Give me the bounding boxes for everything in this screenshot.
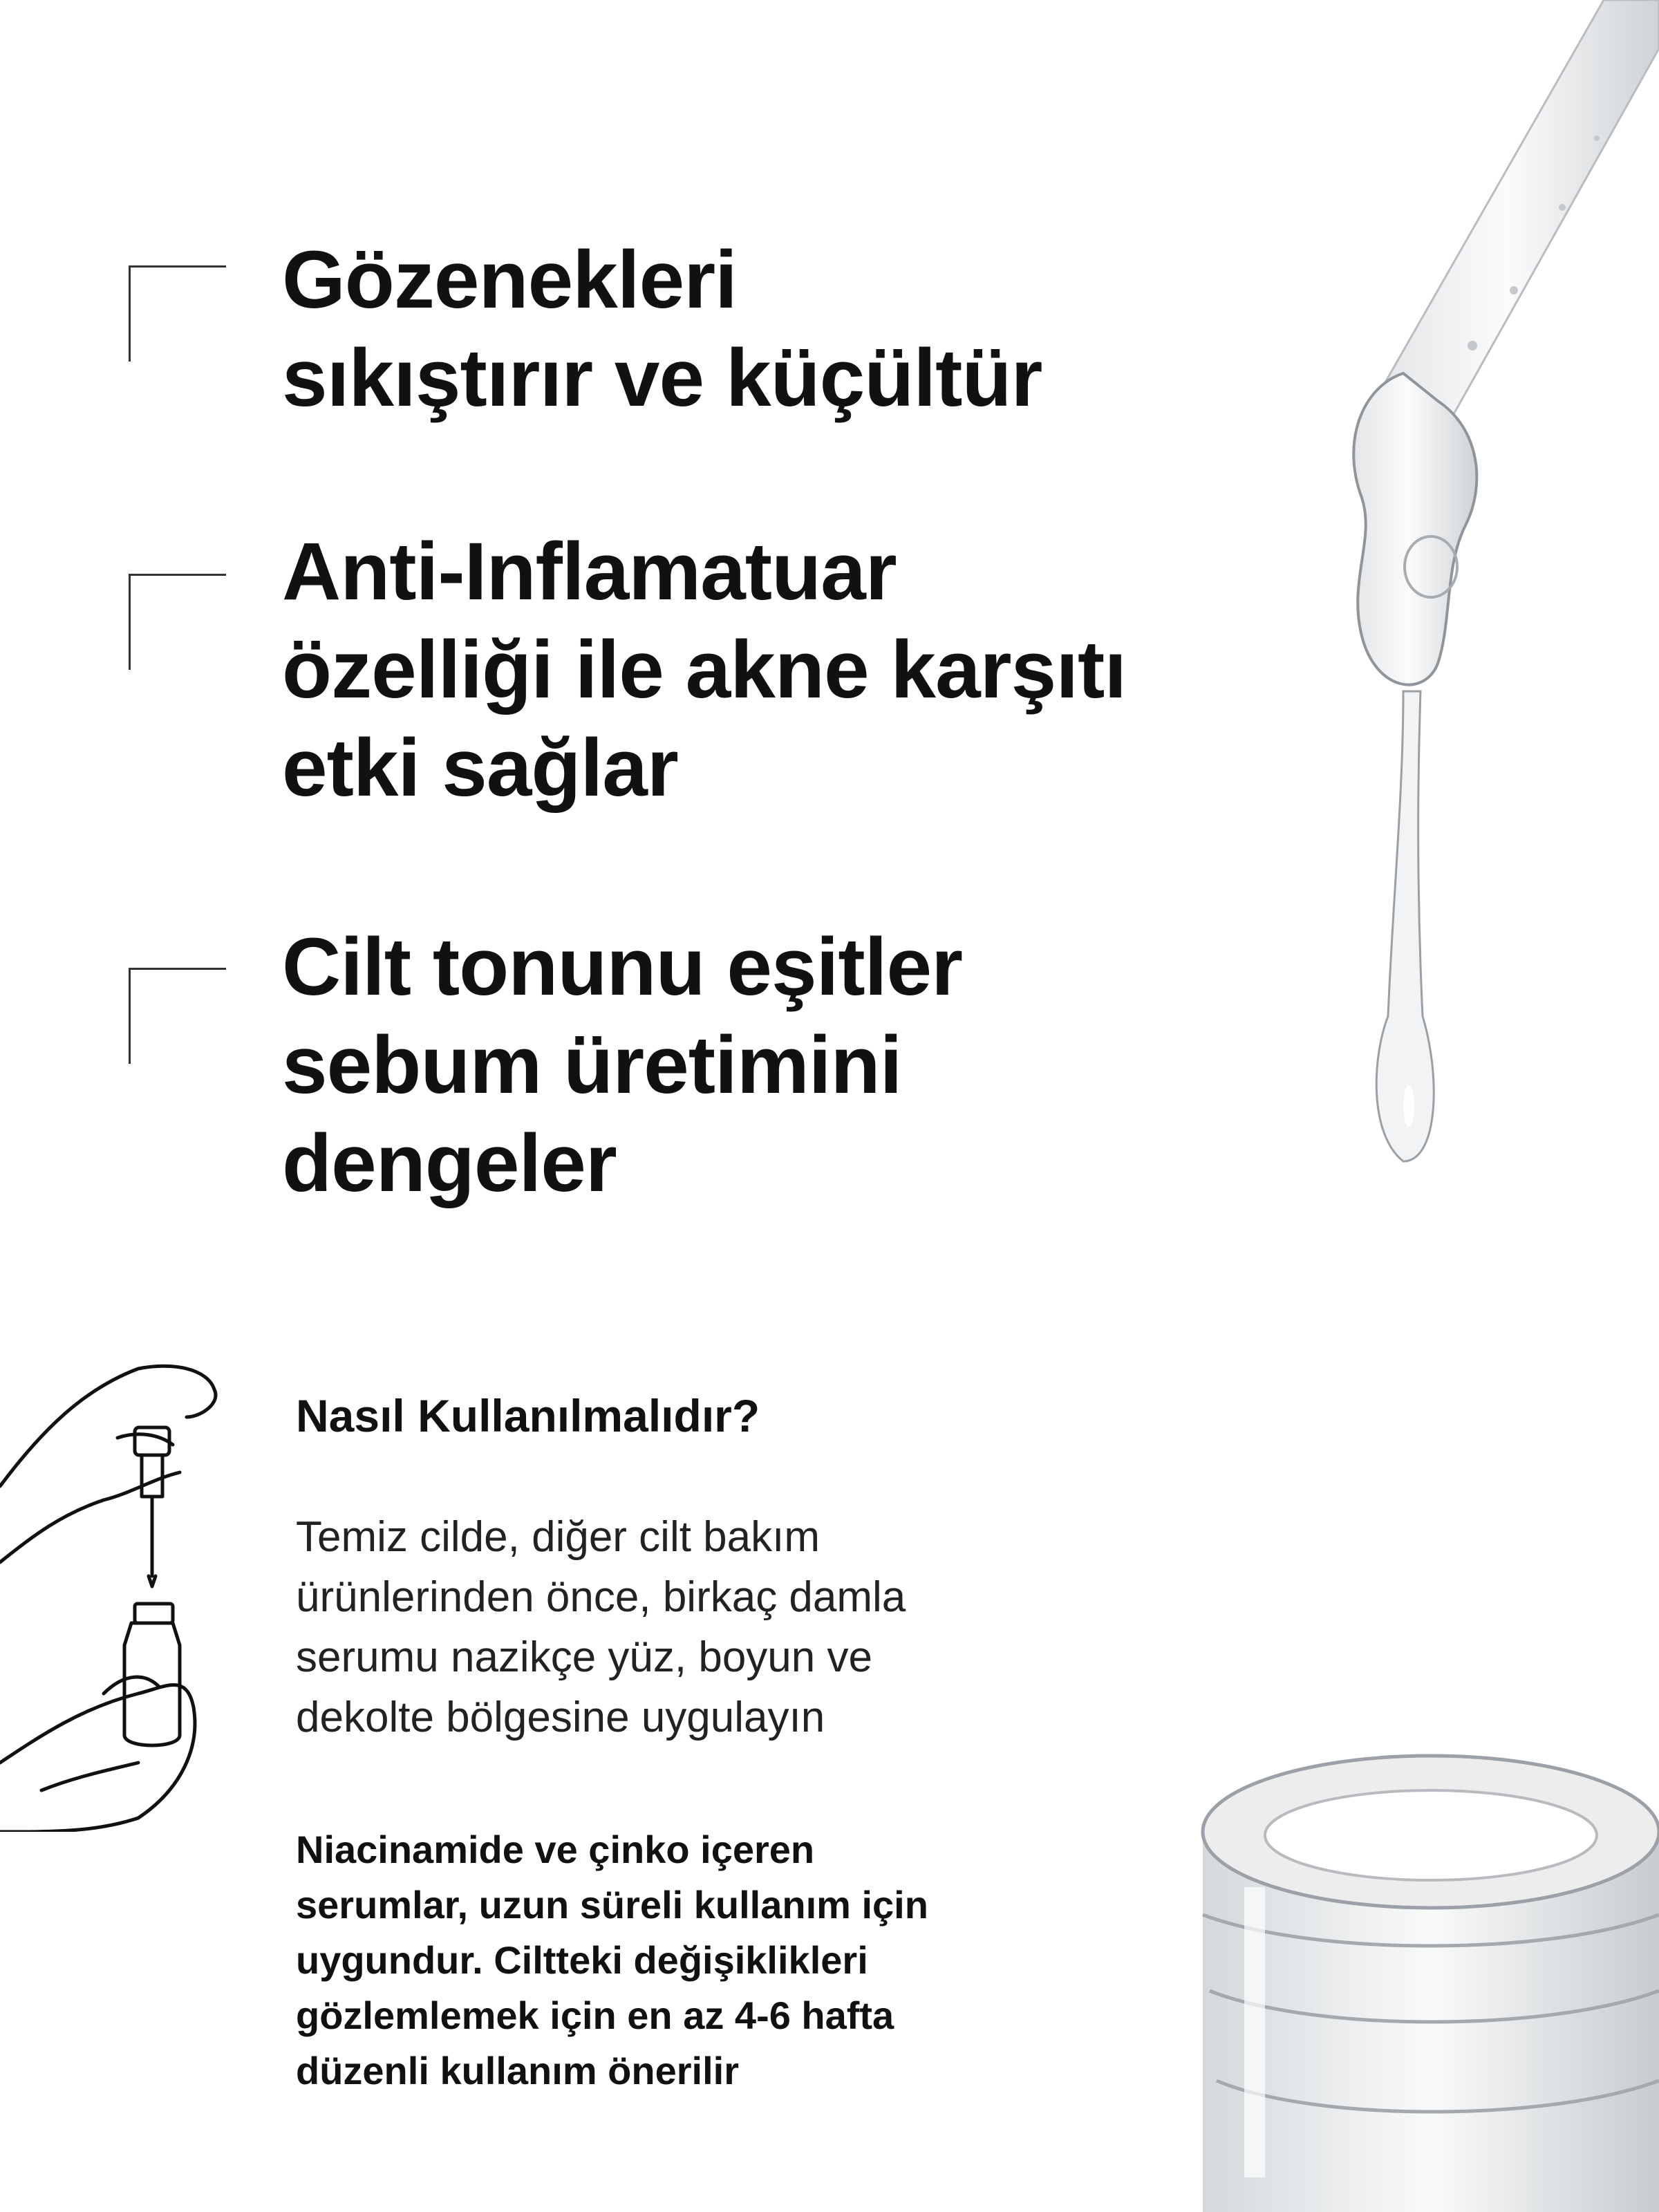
benefit-text: Anti-Inflamatuar özelliği ile akne karşıtı etki sağlar	[282, 526, 1127, 814]
serum-dropper-image	[1300, 0, 1659, 1244]
hands-applying-serum-illustration	[0, 1348, 228, 1832]
benefit-text: Cilt tonunu eşitler sebum üretimini dengeler	[282, 921, 962, 1209]
usage-instructions: Temiz cilde, diğer cilt bakım ürünlerinden önce, birkaç damla serumu nazikçe yüz, boyun ve dekolte bölgesine uygulayın	[296, 1513, 906, 1741]
usage-note: Niacinamide ve çinko içeren serumlar, uzun süreli kullanım için uygundur. Ciltteki değişiklikleri gözlemlemek için en az 4-6 hafta düzenli kullanım önerilir	[296, 1828, 928, 2092]
bracket-marker	[129, 265, 226, 362]
benefit-text: Gözenekleri sıkıştırır ve küçültür	[282, 234, 1042, 424]
glass-bottle-neck-image	[1106, 1694, 1659, 2212]
bracket-marker	[129, 968, 226, 1064]
bracket-marker	[129, 574, 226, 670]
usage-title: Nasıl Kullanılmalıdır?	[296, 1390, 760, 1441]
